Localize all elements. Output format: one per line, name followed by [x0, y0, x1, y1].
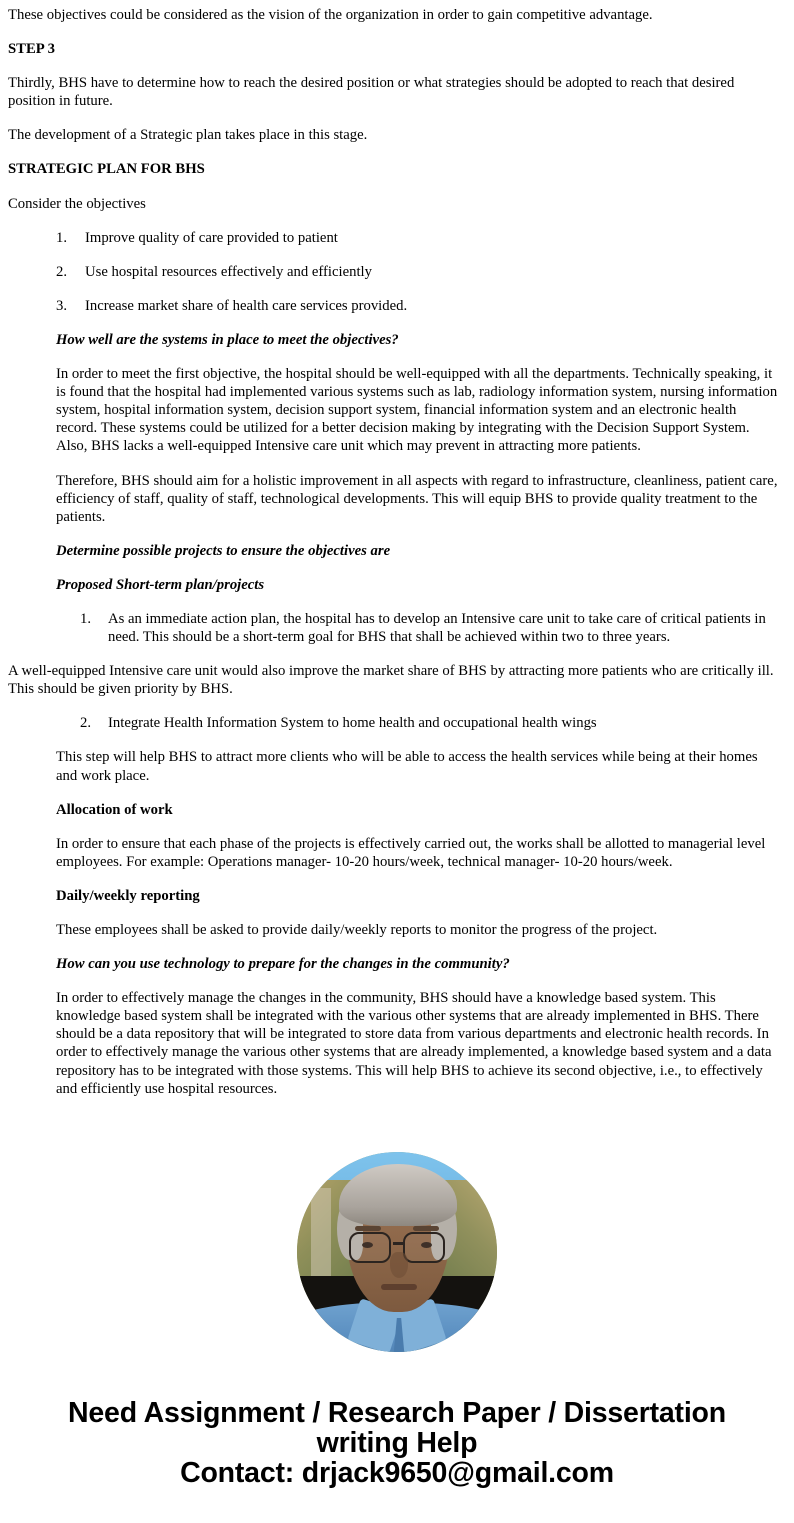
- list-item-number: 1.: [56, 229, 68, 246]
- heading-strategic-plan-for-bhs: STRATEGIC PLAN FOR BHS: [8, 161, 205, 178]
- list-item-number: 2.: [56, 263, 68, 280]
- footer-contact-email: Contact: drjack9650@gmail.com: [180, 1457, 614, 1489]
- list-item: [56, 297, 778, 315]
- photo-eyebrow-right: [413, 1226, 439, 1231]
- footer-line-2: writing Help: [316, 1427, 478, 1459]
- heading-systems-in-place: How well are the systems in place to meet the objectives?: [56, 331, 399, 348]
- list-item-number: 2.: [80, 715, 92, 732]
- paragraph-project-1-followup: A well-equipped Intensive care unit would also improve the market share of BHS by attracting more patients who are critically ill. This should be given priority by BHS.: [8, 663, 774, 698]
- photo-eyebrow-left: [355, 1226, 381, 1231]
- heading-proposed-short-term-plan: Proposed Short-term plan/projects: [56, 576, 265, 593]
- list-item-label: Increase market share of health care services provided.: [85, 297, 408, 314]
- footer-promo: [0, 1398, 794, 1488]
- list-item-number: 1.: [80, 610, 92, 627]
- footer-line-1: Need Assignment / Research Paper / Dissertation: [68, 1397, 726, 1429]
- list-item-label: Use hospital resources effectively and efficiently: [85, 263, 372, 280]
- heading-allocation-of-work: Allocation of work: [56, 801, 173, 818]
- heading-daily-weekly-reporting: Daily/weekly reporting: [56, 887, 200, 904]
- heading-use-technology: How can you use technology to prepare for the changes in the community?: [56, 956, 510, 973]
- paragraph-systems-2: Therefore, BHS should aim for a holistic improvement in all aspects with regard to infrastructure, cleanliness, patient care, efficiency of staff, quality of staff, technological developments. This will equip BHS to provide quality treatment to the patients.: [56, 472, 778, 525]
- photo-wall-panel: [311, 1188, 331, 1280]
- paragraph-step-3-body: Thirdly, BHS have to determine how to reach the desired position or what strategies should be adopted to reach that desired position in future.: [8, 75, 735, 110]
- paragraph-consider-objectives: Consider the objectives: [8, 195, 146, 212]
- paragraph-intro: These objectives could be considered as the vision of the organization in order to gain competitive advantage.: [8, 7, 653, 23]
- list-item-label: Improve quality of care provided to patient: [85, 229, 338, 246]
- list-item-label: Integrate Health Information System to home health and occupational health wings: [108, 715, 597, 732]
- photo-nose: [390, 1252, 408, 1278]
- list-item: [56, 229, 778, 247]
- list-item: [80, 714, 772, 732]
- photo-glasses-bridge: [393, 1242, 405, 1245]
- heading-determine-projects: Determine possible projects to ensure the objectives are: [56, 542, 391, 559]
- short-term-project-list-2: [80, 714, 772, 732]
- list-item: [80, 610, 772, 646]
- list-item-label: As an immediate action plan, the hospital has to develop an Intensive care unit to take care of critical patients in need. This should be a short-term goal for BHS that shall be achieved within two to three years.: [108, 610, 766, 646]
- paragraph-reporting: These employees shall be asked to provide daily/weekly reports to monitor the progress of the project.: [56, 922, 658, 938]
- avatar: [297, 1152, 497, 1352]
- short-term-project-list-1: [80, 610, 772, 646]
- paragraph-project-2-followup: This step will help BHS to attract more clients who will be able to access the health services while being at their homes and work place.: [56, 749, 758, 784]
- paragraph-allocation: In order to ensure that each phase of the projects is effectively carried out, the works shall be allotted to managerial level employees. For example: Operations manager- 10-20 hours/week, technical manager- 10-20 hours/week.: [56, 835, 766, 870]
- paragraph-technology: In order to effectively manage the changes in the community, BHS should have a knowledge based system. This knowledge based system shall be integrated with the various other systems that are already implemented in BHS. There should be a data repository that will be integrated to store data from various departments and electronic health records. In order to effectively manage the various other systems that are already implemented, a knowledge based system and a data repository has to be integrated with those systems. This will help BHS to achieve its second objective, i.e., to effectively and efficiently use hospital resources.: [56, 990, 772, 1097]
- paragraph-strategic-development: The development of a Strategic plan takes place in this stage.: [8, 127, 368, 144]
- objectives-list: [56, 229, 778, 315]
- list-item: [56, 263, 778, 281]
- glasses-icon: [349, 1232, 391, 1263]
- list-item-number: 3.: [56, 297, 68, 314]
- photo-mouth: [381, 1284, 417, 1290]
- paragraph-systems-1: In order to meet the first objective, the hospital should be well-equipped with all the departments. Technically speaking, it is found that the hospital had implemented various systems such as lab, radiology information system, nursing information system, hospital information system, decision support system, financial information system and an electronic health record. These systems could be utilized for a better decision making by integrating with the Decision Support System. Also, BHS lacks a well-equipped Intensive care unit which may prevent in attracting more patients.: [56, 366, 778, 455]
- glasses-icon: [403, 1232, 445, 1263]
- heading-step-3: STEP 3: [8, 41, 55, 58]
- profile-photo-image: [297, 1152, 497, 1352]
